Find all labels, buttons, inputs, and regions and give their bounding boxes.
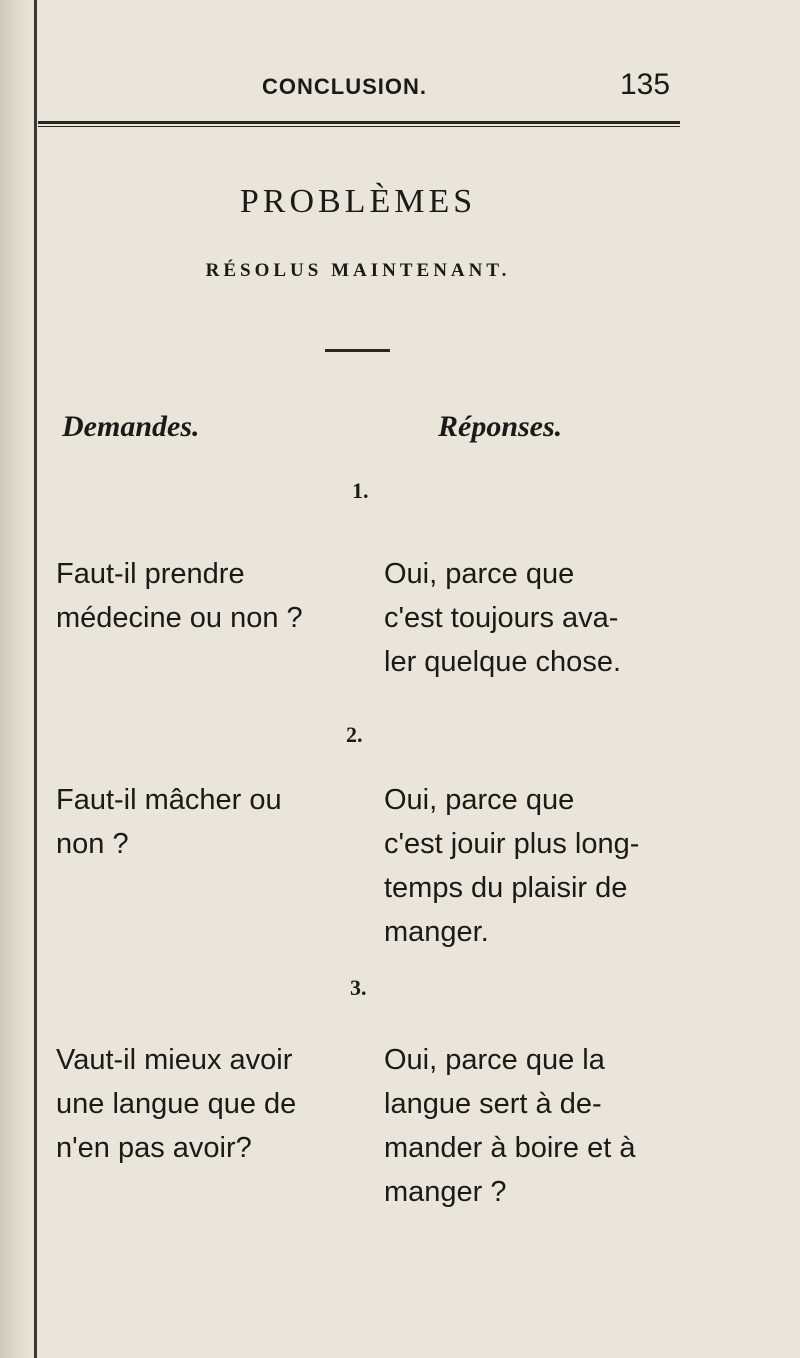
item-number: 2. bbox=[346, 722, 363, 747]
answer-line: langue sert à de- bbox=[384, 1088, 602, 1120]
question-text bbox=[56, 552, 303, 640]
header-rule bbox=[38, 121, 680, 127]
question-line: Vaut-il mieux avoir bbox=[56, 1044, 293, 1076]
question-line: une langue que de bbox=[56, 1088, 297, 1120]
running-header: CONCLUSION. bbox=[262, 74, 427, 99]
answer-line: temps du plaisir de bbox=[384, 872, 628, 904]
answer-line: c'est toujours ava- bbox=[384, 602, 619, 634]
questions-column-header: Demandes. bbox=[62, 410, 200, 443]
item-number: 1. bbox=[352, 478, 369, 503]
answer-line: mander à boire et à bbox=[384, 1132, 636, 1164]
question-line: non ? bbox=[56, 828, 129, 860]
answer-line: ler quelque chose. bbox=[384, 646, 621, 678]
answer-line: Oui, parce que bbox=[384, 558, 575, 590]
question-line: n'en pas avoir? bbox=[56, 1132, 252, 1164]
question-line: médecine ou non ? bbox=[56, 602, 303, 634]
item-number: 3. bbox=[350, 975, 367, 1000]
answer-line: c'est jouir plus long- bbox=[384, 828, 640, 860]
answer-line: Oui, parce que la bbox=[384, 1044, 605, 1076]
answer-text bbox=[384, 1038, 635, 1214]
question-line: Faut-il mâcher ou bbox=[56, 784, 282, 816]
question-text bbox=[56, 778, 282, 866]
ornament-rule bbox=[325, 349, 390, 352]
answer-line: manger. bbox=[384, 916, 489, 948]
answers-column-header: Réponses. bbox=[438, 410, 563, 443]
page-number: 135 bbox=[620, 68, 671, 101]
section-subtitle: RÉSOLUS MAINTENANT. bbox=[205, 260, 511, 281]
answer-line: Oui, parce que bbox=[384, 784, 575, 816]
section-title: PROBLÈMES bbox=[239, 183, 477, 220]
question-text bbox=[56, 1038, 296, 1170]
answer-text bbox=[384, 778, 639, 954]
answer-line: manger ? bbox=[384, 1176, 507, 1208]
question-line: Faut-il prendre bbox=[56, 558, 245, 590]
answer-text bbox=[384, 552, 621, 684]
